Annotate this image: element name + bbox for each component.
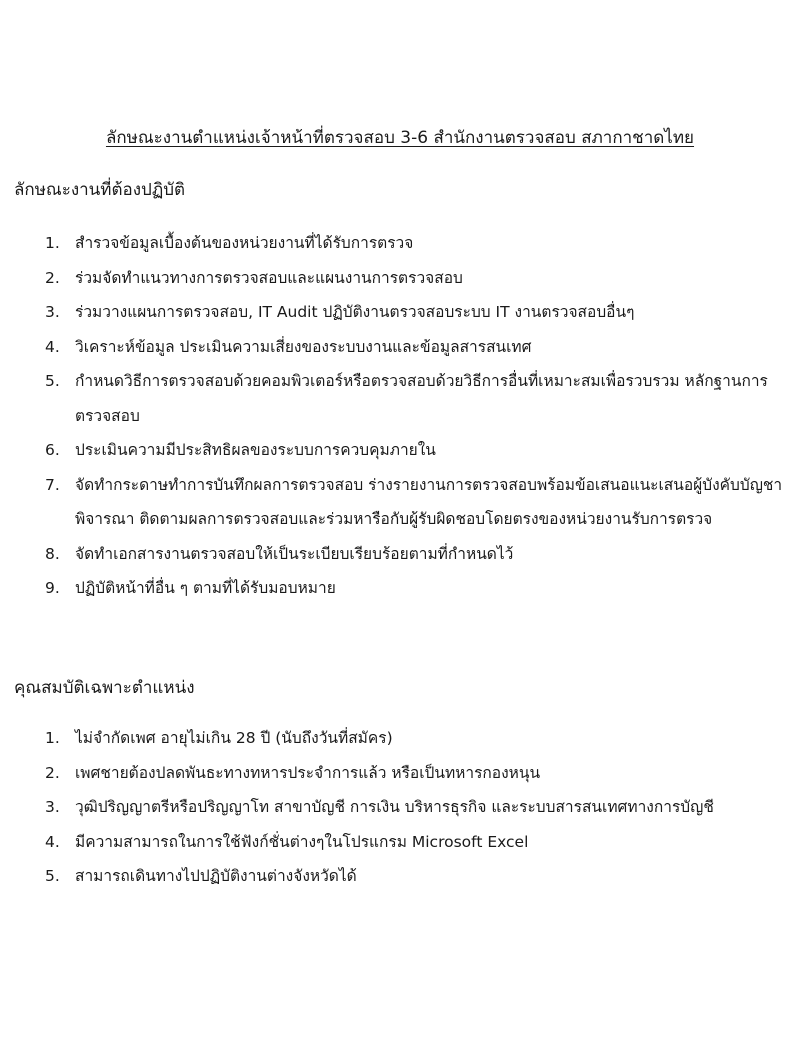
list-item bbox=[40, 295, 790, 330]
list-item bbox=[40, 790, 790, 825]
list-item bbox=[40, 825, 790, 860]
item-number: 7. bbox=[45, 475, 60, 494]
qualifications-list bbox=[40, 721, 790, 894]
item-number: 2. bbox=[45, 268, 60, 287]
item-number: 1. bbox=[45, 729, 60, 747]
item-text: ไม่จำกัดเพศ อายุไม่เกิน 28 ปี (นับถึงวันที่สมัคร) bbox=[75, 729, 393, 747]
qualifications-heading: คุณสมบัติเฉพาะตำแหน่ง bbox=[14, 678, 195, 698]
item-number: 9. bbox=[45, 579, 60, 597]
item-number: 2. bbox=[45, 763, 60, 782]
list-item bbox=[40, 721, 790, 756]
item-text: ร่วมวางแผนการตรวจสอบ, IT Audit ปฏิบัติงานตรวจสอบระบบ IT งานตรวจสอบอื่นๆ bbox=[75, 303, 635, 321]
item-text: จัดทำกระดาษทำการบันทึกผลการตรวจสอบ ร่างรายงานการตรวจสอบพร้อมข้อเสนอแนะเสนอผู้บังคับบัญชาพิจารณา ติดตามผลการตรวจสอบและร่วมหารือกับผู้รับผิดชอบโดยตรงของหน่วยงานรับการตรวจ bbox=[75, 475, 783, 528]
item-text: ร่วมจัดทำแนวทางการตรวจสอบและแผนงานการตรวจสอบ bbox=[75, 268, 463, 287]
item-number: 5. bbox=[45, 372, 60, 390]
list-item bbox=[40, 571, 790, 606]
item-text: วุฒิปริญญาตรีหรือปริญญาโท สาขาบัญชี การเงิน บริหารธุรกิจ และระบบสารสนเทศทางการบัญชี bbox=[75, 798, 714, 816]
item-text: สามารถเดินทางไปปฏิบัติงานต่างจังหวัดได้ bbox=[75, 867, 357, 885]
item-number: 1. bbox=[45, 234, 60, 252]
list-item bbox=[40, 433, 790, 468]
item-text: กำหนดวิธีการตรวจสอบด้วยคอมพิวเตอร์หรือตรวจสอบด้วยวิธีการอื่นที่เหมาะสมเพื่อรวบรวม หลักฐานการตรวจสอบ bbox=[75, 372, 768, 425]
duties-list bbox=[40, 226, 790, 606]
item-text: วิเคราะห์ข้อมูล ประเมินความเสี่ยงของระบบงานและข้อมูลสารสนเทศ bbox=[75, 337, 532, 356]
item-number: 3. bbox=[45, 303, 60, 321]
document-title: ลักษณะงานตำแหน่งเจ้าหน้าที่ตรวจสอบ 3-6 สำนักงานตรวจสอบ สภากาชาดไทย bbox=[105, 128, 695, 148]
item-number: 6. bbox=[45, 441, 60, 459]
item-number: 8. bbox=[45, 544, 60, 563]
item-number: 4. bbox=[45, 832, 60, 851]
list-item bbox=[40, 537, 790, 572]
list-item bbox=[40, 364, 790, 433]
item-number: 5. bbox=[45, 867, 60, 885]
list-item bbox=[40, 226, 790, 261]
list-item bbox=[40, 468, 790, 537]
item-text: ปฏิบัติหน้าที่อื่น ๆ ตามที่ได้รับมอบหมาย bbox=[75, 579, 336, 597]
item-text: จัดทำเอกสารงานตรวจสอบให้เป็นระเบียบเรียบร้อยตามที่กำหนดไว้ bbox=[75, 544, 514, 563]
duties-heading: ลักษณะงานที่ต้องปฏิบัติ bbox=[14, 180, 186, 200]
item-text: ประเมินความมีประสิทธิผลของระบบการควบคุมภายใน bbox=[75, 441, 436, 459]
list-item bbox=[40, 859, 790, 894]
item-number: 4. bbox=[45, 337, 60, 356]
item-text: สำรวจข้อมูลเบื้องต้นของหน่วยงานที่ได้รับการตรวจ bbox=[75, 234, 414, 252]
list-item bbox=[40, 330, 790, 365]
list-item bbox=[40, 261, 790, 296]
list-item bbox=[40, 756, 790, 791]
item-text: มีความสามารถในการใช้ฟังก์ชั่นต่างๆในโปรแกรม Microsoft Excel bbox=[75, 832, 529, 851]
item-text: เพศชายต้องปลดพันธะทางทหารประจำการแล้ว หรือเป็นทหารกองหนุน bbox=[75, 763, 541, 782]
item-number: 3. bbox=[45, 798, 60, 816]
